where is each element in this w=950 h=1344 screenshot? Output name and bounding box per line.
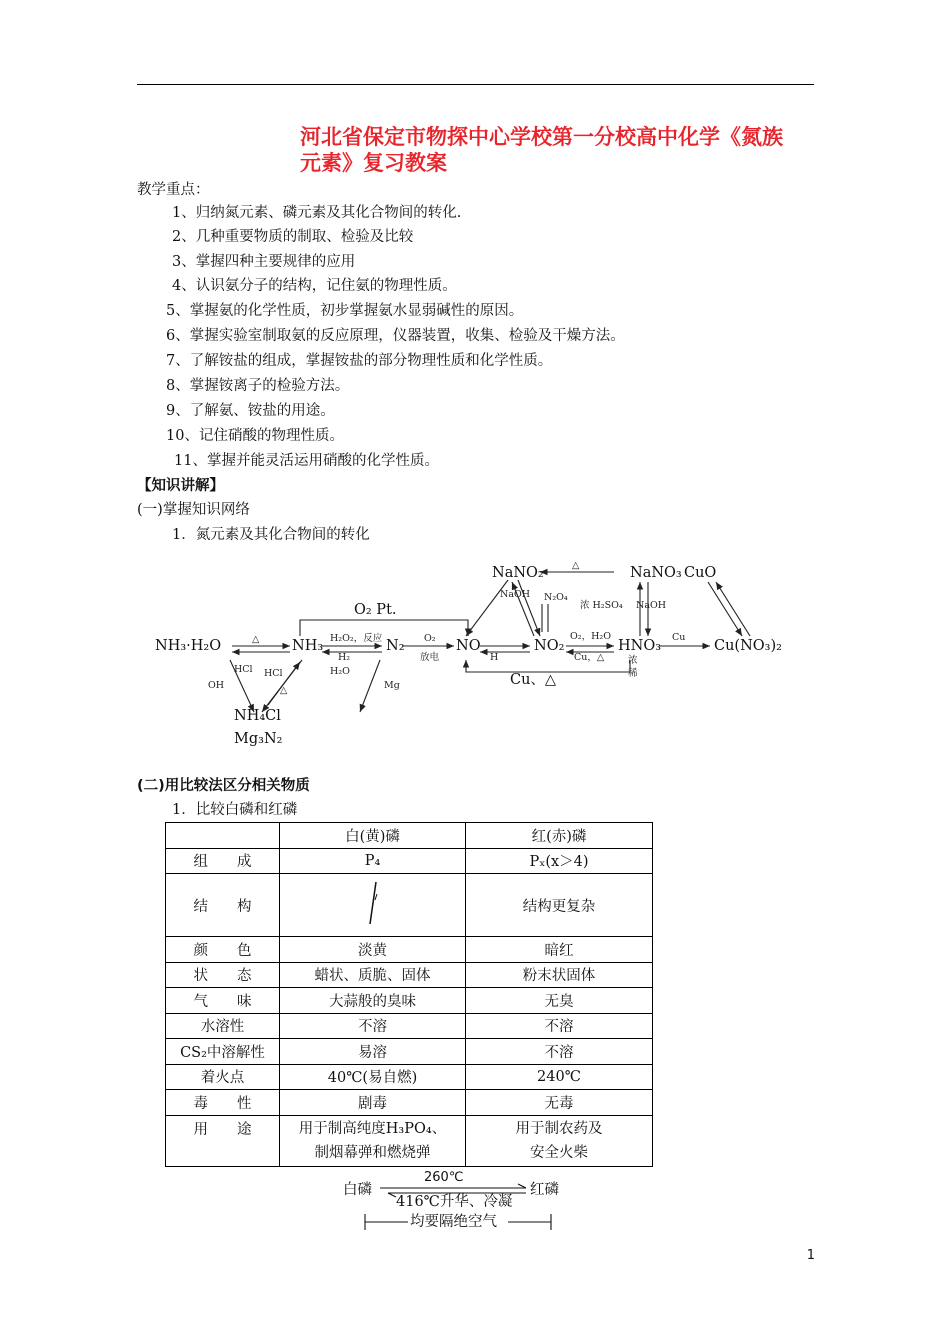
label-mg: Mg — [384, 680, 400, 691]
node-cuo: CuO — [684, 565, 717, 581]
table-header-cell: 红(赤)磷 — [466, 823, 653, 849]
label-delta: △ — [572, 560, 580, 571]
table-cell: 组 成 — [166, 848, 280, 874]
table-cell: 粉末状固体 — [466, 962, 653, 988]
focus-heading: 教学重点： — [137, 182, 210, 198]
table-cell: 暗红 — [466, 937, 653, 963]
table-cell: P₄ — [280, 848, 466, 874]
label-h2o: H₂O — [330, 666, 350, 677]
focus-item: 7、了解铵盐的组成，掌握铵盐的部分物理性质和化学性质。 — [166, 353, 553, 369]
table-cell: 40℃(易自燃) — [280, 1064, 466, 1090]
label-hcl: HCl — [264, 668, 283, 679]
title-line-2: 元素》复习教案 — [300, 151, 447, 175]
label-cu-small: Cu，△ — [574, 652, 605, 663]
focus-item: 4、认识氨分子的结构，记住氨的物理性质。 — [172, 278, 457, 294]
focus-item: 11、掌握并能灵活运用硝酸的化学性质。 — [174, 453, 439, 469]
node-nh3-h2o: NH₃·H₂O — [155, 638, 222, 654]
focus-item: 9、了解氨、铵盐的用途。 — [166, 403, 335, 419]
label-h2o2: H₂O₂，反应 — [330, 633, 383, 644]
table-cell: 无臭 — [466, 988, 653, 1014]
label-naoh: NaOH — [500, 589, 531, 600]
focus-item: 3、掌握四种主要规律的应用 — [172, 254, 356, 270]
section1-heading: (一)掌握知识网络 — [137, 502, 250, 518]
table-cell: 剧毒 — [280, 1090, 466, 1116]
table-cell: 用于制农药及 安全火柴 — [466, 1115, 653, 1166]
conversion-white: 白磷 — [343, 1182, 372, 1198]
table-cell: 用 途 — [166, 1115, 280, 1166]
focus-item: 10、记住硝酸的物理性质。 — [166, 428, 344, 444]
label-h2: H₂ — [338, 652, 351, 663]
label-oh: OH — [208, 680, 225, 691]
node-nano2: NaNO₂ — [492, 565, 544, 581]
node-cuno32: Cu(NO₃)₂ — [714, 638, 782, 654]
focus-item: 1、归纳氮元素、磷元素及其化合物间的转化. — [172, 205, 462, 221]
section1-subheading: 1．氮元素及其化合物间的转化 — [172, 527, 370, 543]
label-o2: O₂ — [424, 633, 436, 644]
label-discharge: 放电 — [420, 652, 440, 663]
node-no2: NO₂ — [534, 638, 565, 654]
node-mg3n2: Mg₃N₂ — [234, 731, 283, 747]
table-cell: 不溶 — [466, 1039, 653, 1065]
table-cell: 状 态 — [166, 962, 280, 988]
table-cell: 不溶 — [466, 1013, 653, 1039]
table-cell: 无毒 — [466, 1090, 653, 1116]
table-cell: 大蒜般的臭味 — [280, 988, 466, 1014]
label-o2-pt: O₂ Pt. — [354, 602, 397, 618]
label-delta: △ — [280, 685, 288, 696]
label-conc-h2so4: 浓 H₂SO₄ — [580, 600, 623, 611]
table-header-cell: 白(黄)磷 — [280, 823, 466, 849]
node-no: NO — [456, 638, 481, 654]
table-cell: CS₂中溶解性 — [166, 1039, 280, 1065]
label-delta: △ — [252, 634, 260, 645]
table-cell: 结构更复杂 — [466, 874, 653, 937]
node-nano3: NaNO₃ — [630, 565, 682, 581]
label-n2o4: N₂O₄ — [544, 592, 568, 603]
table-cell: 气 味 — [166, 988, 280, 1014]
label-cu: Cu — [672, 632, 686, 643]
conversion-top-label: 260℃ — [424, 1170, 464, 1185]
table-cell: 结 构 — [166, 874, 280, 937]
table-cell: 易溶 — [280, 1039, 466, 1065]
conversion-red: 红磷 — [530, 1182, 559, 1198]
title-line-1: 河北省保定市物探中心学校第一分校高中化学《氮族 — [300, 125, 783, 149]
table-cell: 颜 色 — [166, 937, 280, 963]
table-cell: 毒 性 — [166, 1090, 280, 1116]
label-o2-h2o: O₂，H₂O — [570, 631, 611, 642]
label-cu-delta: Cu、△ — [510, 672, 557, 688]
table-cell: 水溶性 — [166, 1013, 280, 1039]
conversion-note: 均要隔绝空气 — [410, 1214, 497, 1230]
table-cell: 240℃ — [466, 1064, 653, 1090]
section2-heading: (二)用比较法区分相关物质 — [137, 778, 310, 794]
label-conc: 浓 — [628, 655, 638, 666]
label-dilute: 稀 — [628, 668, 638, 679]
section2-subheading: 1．比较白磷和红磷 — [172, 802, 298, 818]
label-h: H — [490, 652, 499, 663]
knowledge-heading: 【知识讲解】 — [137, 478, 224, 494]
focus-item: 5、掌握氨的化学性质，初步掌握氨水显弱碱性的原因。 — [166, 303, 524, 319]
table-cell: 淡黄 — [280, 937, 466, 963]
label-naoh: NaOH — [636, 600, 667, 611]
table-cell: 蜡状、质脆、固体 — [280, 962, 466, 988]
node-nh4cl: NH₄Cl — [234, 708, 281, 724]
focus-item: 2、几种重要物质的制取、检验及比较 — [172, 229, 414, 245]
node-hno3: HNO₃ — [618, 638, 662, 654]
table-cell: 着火点 — [166, 1064, 280, 1090]
table-cell: 用于制高纯度H₃PO₄、 制烟幕弹和燃烧弹 — [280, 1115, 466, 1166]
node-n2: N₂ — [386, 638, 405, 654]
focus-item: 6、掌握实验室制取氨的反应原理，仪器装置，收集、检验及干燥方法。 — [166, 328, 625, 344]
node-nh3: NH₃ — [292, 638, 324, 654]
page-number: 1 — [806, 1248, 815, 1263]
table-cell: 不溶 — [280, 1013, 466, 1039]
table-cell: Pₓ(x＞4) — [466, 848, 653, 874]
label-hcl: HCl — [234, 664, 253, 675]
conversion-bottom-label: 416℃升华、冷凝 — [396, 1194, 513, 1210]
focus-item: 8、掌握铵离子的检验方法。 — [166, 378, 350, 394]
